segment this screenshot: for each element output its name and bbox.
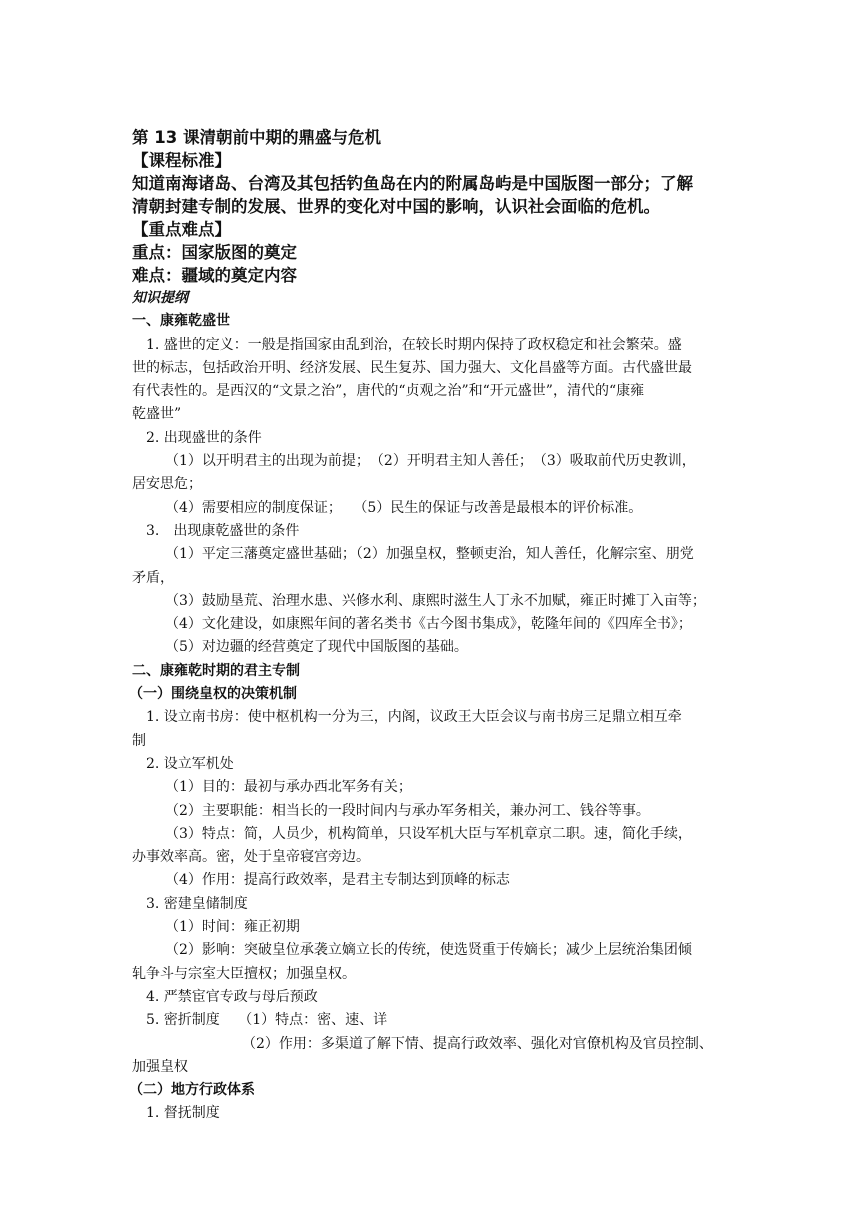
- s2-i3-b-line-1: （2）影响：突破皇位承袭立嫡立长的传统，使选贤重于传嫡长；减少上层统治集团倾: [165, 942, 692, 959]
- s2-i2-a: （1）目的：最初与承办西北军务有关；: [165, 779, 412, 796]
- s2-i1-line-1: 1. 设立南书房：使中枢机构一分为三，内阁，议政王大臣会议与南书房三足鼎立相互牵: [146, 709, 682, 726]
- s1-p3-a-line-1: （1）平定三藩奠定盛世基础；（2）加强皇权，整顿吏治，知人善任，化解宗室、朋党: [165, 546, 694, 563]
- s1-p2-b: （4）需要相应的制度保证； （5）民生的保证与改善是最根本的评价标准。: [165, 499, 643, 516]
- s2-i5-b-line-1: （2）作用：多渠道了解下情、提高行政效率、强化对官僚机构及官员控制、: [242, 1035, 713, 1052]
- s2-i1-line-2: 制: [132, 732, 146, 749]
- s1-p3-b: （3）鼓励垦荒、治理水患、兴修水利、康熙时滋生人丁永不加赋，雍正时摊丁入亩等；: [165, 592, 706, 609]
- s1-p1-line-2: 世的标志，包括政治开明、经济发展、民生复苏、国力强大、文化昌盛等方面。古代盛世最: [132, 359, 692, 376]
- s1-p1-line-3: 有代表性的。是西汉的“文景之治”，唐代的“贞观之治”和“开元盛世”，清代的“康雍: [132, 383, 645, 400]
- s2-i3-b-line-2: 轧争斗与宗室大臣擅权；加强皇权。: [132, 965, 356, 982]
- s1-p3-d: （5）对边疆的经营奠定了现代中国版图的基础。: [165, 639, 468, 656]
- s1-p3-c: （4）文化建设，如康熙年间的著名类书《古今图书集成》，乾隆年间的《四库全书》；: [165, 616, 692, 633]
- s2-i2-d: （4）作用：提高行政效率，是君主专制达到顶峰的标志: [165, 872, 510, 889]
- s2-i5-b-line-2: 加强皇权: [132, 1058, 188, 1075]
- s1-p2-a-line-2: 居安思危；: [132, 476, 202, 493]
- lesson-title: 第 13 课清朝前中期的鼎盛与危机: [132, 128, 381, 147]
- difficult-point: 难点：疆域的奠定内容: [132, 266, 297, 285]
- s1-p2-a-line-1: （1）以开明君主的出现为前提； （2）开明君主知人善任； （3）吸取前代历史教训，: [165, 453, 696, 470]
- key-point: 重点：国家版图的奠定: [132, 243, 297, 262]
- s2-sub-2: （二）地方行政体系: [129, 1082, 255, 1099]
- section-2-title: 二、康雍乾时期的君主专制: [132, 662, 300, 679]
- s2-i2-c-line-2: 办事效率高。密，处于皇帝寝宫旁边。: [132, 849, 370, 866]
- s1-p1-line-1: 1. 盛世的定义：一般是指国家由乱到治，在较长时期内保持了政权稳定和社会繁荣。盛: [146, 336, 682, 353]
- s1-p3: 3. 出现康乾盛世的条件: [146, 522, 300, 539]
- document-page: [129, 126, 732, 1126]
- s1-p1-line-4: 乾盛世”: [132, 406, 182, 423]
- s2-i5: 5. 密折制度 （1）特点：密、速、详: [146, 1012, 388, 1029]
- key-heading: 【重点难点】: [132, 220, 231, 239]
- s1-p3-a-line-2: 矛盾，: [132, 569, 174, 586]
- s2-i2-c-line-1: （3）特点：简，人员少，机构简单，只设军机大臣与军机章京二职。速，简化手续，: [165, 825, 692, 842]
- standard-text-line-1: 知道南海诸岛、台湾及其包括钓鱼岛在内的附属岛屿是中国版图一部分；了解: [132, 174, 693, 193]
- standard-heading: 【课程标准】: [132, 151, 231, 170]
- s1-p2: 2. 出现盛世的条件: [146, 429, 262, 446]
- s2-i2-b: （2）主要职能：相当长的一段时间内与承办军务相关，兼办河工、钱谷等事。: [165, 802, 650, 819]
- s2-sub-1: （一）围绕皇权的决策机制: [129, 686, 297, 703]
- standard-text-line-2: 清朝封建专制的发展、世界的变化对中国的影响，认识社会面临的危机。: [132, 197, 660, 216]
- s2-i4: 4. 严禁宦官专政与母后预政: [146, 988, 318, 1005]
- s2-j1: 1. 督抚制度: [146, 1105, 220, 1122]
- s2-i3-a: （1）时间：雍正初期: [165, 919, 300, 936]
- section-1-title: 一、康雍乾盛世: [132, 313, 230, 330]
- s2-i3: 3. 密建皇储制度: [146, 895, 248, 912]
- s2-i2: 2. 设立军机处: [146, 755, 234, 772]
- outline-heading: 知识提纲: [132, 290, 188, 306]
